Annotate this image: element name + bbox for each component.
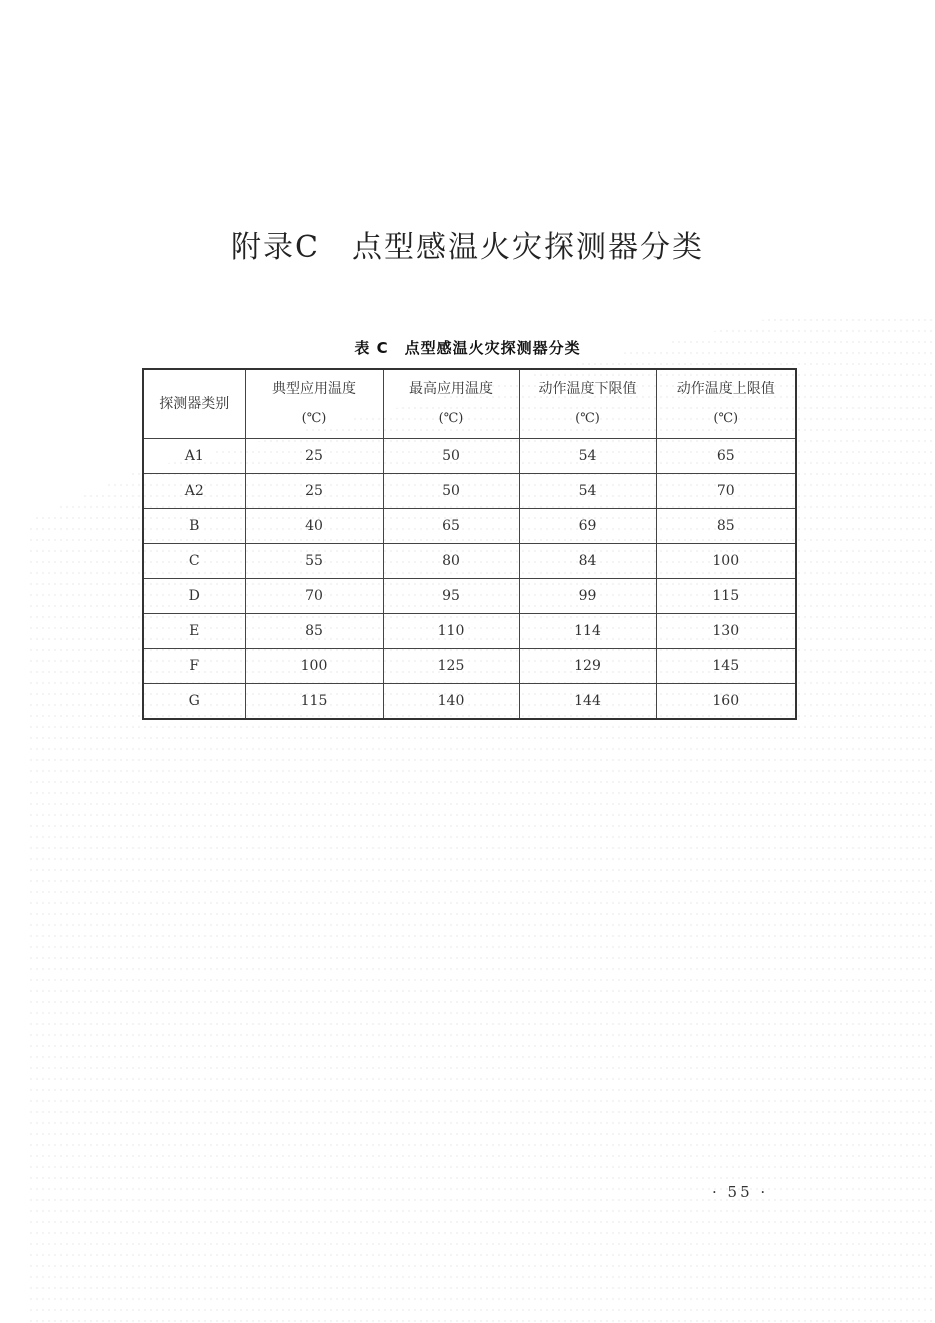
cell-class: F — [143, 649, 245, 684]
header-unit: (℃) — [301, 411, 327, 426]
cell-class: C — [143, 544, 245, 579]
cell-min-trigger: 54 — [519, 474, 656, 509]
header-unit: (℃) — [438, 411, 464, 426]
table-row — [143, 439, 796, 474]
cell-min-trigger: 69 — [519, 509, 656, 544]
page-number: · 55 · — [712, 1183, 769, 1201]
cell-class: A1 — [143, 439, 245, 474]
cell-min-trigger: 114 — [519, 614, 656, 649]
cell-max-temp: 95 — [383, 579, 519, 614]
cell-min-trigger: 99 — [519, 579, 656, 614]
table-header-row — [143, 369, 796, 439]
table-row — [143, 544, 796, 579]
cell-typical-temp: 115 — [245, 684, 383, 720]
table-row — [143, 509, 796, 544]
cell-max-trigger: 85 — [656, 509, 796, 544]
cell-min-trigger: 129 — [519, 649, 656, 684]
cell-class: G — [143, 684, 245, 720]
cell-max-trigger: 130 — [656, 614, 796, 649]
table-row — [143, 649, 796, 684]
header-label: 动作温度上限值 — [676, 381, 775, 397]
cell-typical-temp: 40 — [245, 509, 383, 544]
table-row — [143, 579, 796, 614]
cell-min-trigger: 54 — [519, 439, 656, 474]
table-row — [143, 684, 796, 720]
header-max-trigger-temp — [656, 369, 796, 439]
cell-class: E — [143, 614, 245, 649]
appendix-title: 附录C 点型感温火灾探测器分类 — [231, 230, 704, 265]
cell-max-trigger: 115 — [656, 579, 796, 614]
cell-max-temp: 140 — [383, 684, 519, 720]
header-detector-class — [143, 369, 245, 439]
cell-max-temp: 50 — [383, 439, 519, 474]
header-unit: (℃) — [713, 411, 739, 426]
cell-min-trigger: 144 — [519, 684, 656, 720]
cell-typical-temp: 55 — [245, 544, 383, 579]
table-row — [143, 614, 796, 649]
header-label: 探测器类别 — [159, 396, 230, 412]
cell-max-temp: 80 — [383, 544, 519, 579]
cell-class: B — [143, 509, 245, 544]
cell-typical-temp: 100 — [245, 649, 383, 684]
cell-max-trigger: 100 — [656, 544, 796, 579]
cell-max-trigger: 70 — [656, 474, 796, 509]
cell-typical-temp: 25 — [245, 439, 383, 474]
cell-typical-temp: 25 — [245, 474, 383, 509]
detector-classification-table — [142, 368, 797, 720]
cell-class: D — [143, 579, 245, 614]
header-min-trigger-temp — [519, 369, 656, 439]
header-max-temp — [383, 369, 519, 439]
cell-max-trigger: 65 — [656, 439, 796, 474]
header-label: 动作温度下限值 — [538, 381, 637, 397]
cell-max-trigger: 160 — [656, 684, 796, 720]
cell-typical-temp: 70 — [245, 579, 383, 614]
header-label: 典型应用温度 — [272, 381, 356, 397]
table-caption: 表 C 点型感温火灾探测器分类 — [354, 339, 581, 357]
header-unit: (℃) — [575, 411, 600, 426]
header-typical-temp — [245, 369, 383, 439]
cell-max-trigger: 145 — [656, 649, 796, 684]
table-row — [143, 474, 796, 509]
cell-max-temp: 125 — [383, 649, 519, 684]
cell-max-temp: 65 — [383, 509, 519, 544]
cell-max-temp: 50 — [383, 474, 519, 509]
cell-min-trigger: 84 — [519, 544, 656, 579]
cell-class: A2 — [143, 474, 245, 509]
header-label: 最高应用温度 — [409, 381, 493, 397]
cell-max-temp: 110 — [383, 614, 519, 649]
cell-typical-temp: 85 — [245, 614, 383, 649]
